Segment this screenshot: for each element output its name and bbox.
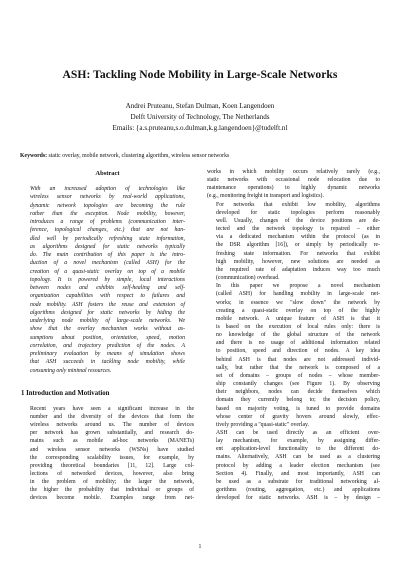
- text-line: Recent years have seen a significant increase in the: [30, 405, 194, 412]
- abstract-heading: Abstract: [95, 170, 120, 177]
- text-line: based on majority voting, is tuned to provide domains: [216, 405, 380, 412]
- text-line: mains. Alternatively, ASH can be used as a clustering: [216, 454, 380, 461]
- text-line: in the problem of mobility; the larger the network,: [30, 479, 194, 486]
- text-line: organization capabilities with respect to failures and: [30, 293, 185, 300]
- text-line: dynamic network topologies are becoming the rule: [30, 202, 185, 209]
- keywords-label: Keywords:: [20, 153, 48, 159]
- text-line: well. Usually, changes of the device positions are de-: [216, 217, 380, 224]
- author-block: [0, 101, 400, 134]
- text-line: protocol by adding a leader election mechanism (see: [216, 462, 380, 469]
- text-line: With an increased adoption of technologies like: [30, 186, 185, 192]
- text-line: duction of a novel mechanism (called ASH) for the: [30, 260, 185, 267]
- right-paragraph-4: [207, 429, 380, 502]
- text-line: maintenance operations) to highly dynamic networks: [207, 185, 380, 192]
- text-line: and wireless sensor networks (WSNs) have studied: [30, 446, 194, 453]
- text-line: no knowledge of the global structure of the network: [216, 332, 380, 339]
- page-number: 1: [198, 544, 202, 550]
- text-line: (called ASH) for handling mobility in large-scale net-: [216, 291, 380, 298]
- text-line: ference, topological changes, etc.) that are not han-: [30, 227, 185, 234]
- text-line: ually, but rather that the network is composed of a: [216, 364, 380, 371]
- text-line: the corresponding scalability issues, for example, by: [30, 454, 194, 461]
- section-1-paragraph: [21, 405, 194, 503]
- text-line: For networks that exhibit low mobility, algorithms: [216, 201, 380, 208]
- text-line: mobile network. A unique feature of ASH is that it: [216, 315, 380, 322]
- author-emails: Emails: {a.s.pruteanu,s.o.dulman,k.g.langendoen}@tudelft.nl: [112, 124, 288, 132]
- text-line: lay mechanism, for example, by assigning differ-: [216, 438, 380, 445]
- text-line: their neighbors, nodes can decide themselves which: [216, 389, 380, 396]
- text-line: sumptions about position, orientation, speed, motion: [30, 334, 185, 341]
- text-line: whose center of gravity hovers around slowly, effec-: [216, 413, 380, 420]
- text-line: lections of networked devices, however, also bring: [30, 471, 194, 477]
- text-line: (communication) overhead.: [216, 275, 280, 282]
- text-line: Section 4). Finally, and most importantly, ASH can: [216, 470, 380, 477]
- text-line: consuming only minimal resources.: [30, 367, 112, 374]
- text-line: behind ASH is that nodes are not addressed individ-: [216, 356, 380, 363]
- right-paragraph-1: [207, 168, 380, 201]
- text-line: node mobility. ASH fosters the reuse and extension of: [30, 301, 185, 308]
- text-line: per network has grown substantially, and research do-: [30, 430, 194, 437]
- text-line: gorithms (routing, aggregation, etc.) and applications: [216, 487, 380, 494]
- text-line: wireless sensor networks by real-world applications,: [30, 194, 185, 201]
- text-line: tively providing a "quasi-static" overlay.: [216, 421, 309, 428]
- text-line: ship constantly changes (see Figure 1). By observing: [216, 381, 380, 388]
- text-line: preliminary evaluation by means of simulation shows: [30, 351, 185, 357]
- text-line: via a dedicated mechanism within the protocol (as in: [216, 234, 380, 241]
- keywords-line: [20, 152, 380, 160]
- abstract-text: [21, 185, 194, 375]
- text-line: do. The main contribution of this paper is the intro-: [30, 252, 185, 258]
- section-1-heading: 1 Introduction and Motivation: [21, 389, 110, 397]
- text-line: is based on the execution of local rules only: there is: [216, 323, 380, 330]
- text-line: creation of a quasi-static overlay on top of a mobile: [30, 268, 185, 275]
- text-line: show that the overlay mechanism works without as-: [30, 326, 185, 333]
- text-line: to position, speed and direction of nodes. A key idea: [216, 348, 380, 355]
- text-line: introduces a range of problems (communication inter-: [30, 219, 185, 225]
- text-line: ent application-level functionality to the different do-: [216, 446, 380, 453]
- keywords-text: static overlay, mobile network, clustering algorithm, wireless sensor networks: [47, 153, 230, 159]
- text-line: that ASH succeeds in tackling node mobility, while: [30, 359, 185, 366]
- text-line: mains such as mobile ad-hoc networks (MANETs): [30, 438, 194, 445]
- text-line: (e.g., monitoring freight in transport and logistics).: [207, 193, 324, 200]
- affiliation: Delft University of Technology, The Netherlands: [130, 113, 270, 121]
- right-paragraph-3: [207, 282, 380, 429]
- text-line: between nodes and exhibits self-healing and self-: [30, 285, 185, 291]
- text-line: creating a quasi-static overlay on top of the highly: [216, 307, 380, 314]
- text-line: the required rate of adaptation induces way too much: [216, 266, 380, 273]
- text-line: developed for static networks. ASH is – by design –: [216, 495, 380, 502]
- text-line: be used as a substrate for traditional networking al-: [216, 478, 380, 485]
- right-column: [207, 168, 380, 502]
- author-names: Andrei Pruteanu, Stefan Dulman, Koen Langendoen: [125, 102, 275, 110]
- text-line: providing theoretical boundaries [11, 12]. Large col-: [30, 462, 194, 469]
- paper-title: ASH: Tackling Node Mobility in Large-Scale Networks: [62, 68, 338, 81]
- text-line: underlying node mobility of large-scale networks. We: [30, 318, 185, 324]
- text-line: devices become mobile. Examples range from net-: [30, 495, 194, 502]
- text-line: developed for static topologies perform reasonably: [216, 209, 380, 216]
- text-line: correlation, and trajectory prediction of the nodes. A: [30, 342, 185, 349]
- text-line: works; in essence we "slow down" the network by: [216, 299, 380, 306]
- abstract: [21, 185, 194, 375]
- text-line: high mobility, however, new solutions are needed as: [216, 258, 380, 265]
- text-line: the higher the probability that individual or groups of: [30, 487, 194, 494]
- text-line: dled well by periodically refreshing state information,: [30, 235, 185, 242]
- left-column: [21, 170, 194, 503]
- text-line: rather than the exception. Node mobility, however,: [30, 210, 185, 217]
- text-line: the DSR algorithm [16]), or simply by periodically re-: [216, 242, 380, 249]
- text-line: In this paper we propose a novel mechanism: [216, 283, 380, 290]
- text-line: freshing state information. For networks that exhibit: [216, 250, 380, 257]
- text-line: wireless networks around us. The number of devices: [30, 422, 194, 429]
- text-line: domain they currently belong to; the decision policy,: [216, 397, 380, 404]
- text-line: tected and the network topology is repaired – either: [216, 226, 380, 233]
- text-line: as algorithms designed for static networks typically: [30, 243, 185, 250]
- text-line: set of domains – groups of nodes – whose member-: [216, 372, 380, 379]
- text-line: static networks with occasional node relocation due to: [207, 177, 380, 184]
- text-line: topology. It is powered by simple, local interactions: [30, 276, 185, 283]
- text-line: ASH can be used directly as an efficient over-: [216, 430, 380, 436]
- right-paragraph-2: [207, 201, 380, 283]
- text-line: works in which mobility occurs relatively rarely (e.g.,: [207, 169, 380, 175]
- text-line: algorithms designed for static networks by hiding the: [30, 309, 185, 316]
- text-line: and there is no usage of additional information related: [216, 340, 380, 347]
- text-line: number and the diversity of the devices that form the: [30, 413, 194, 420]
